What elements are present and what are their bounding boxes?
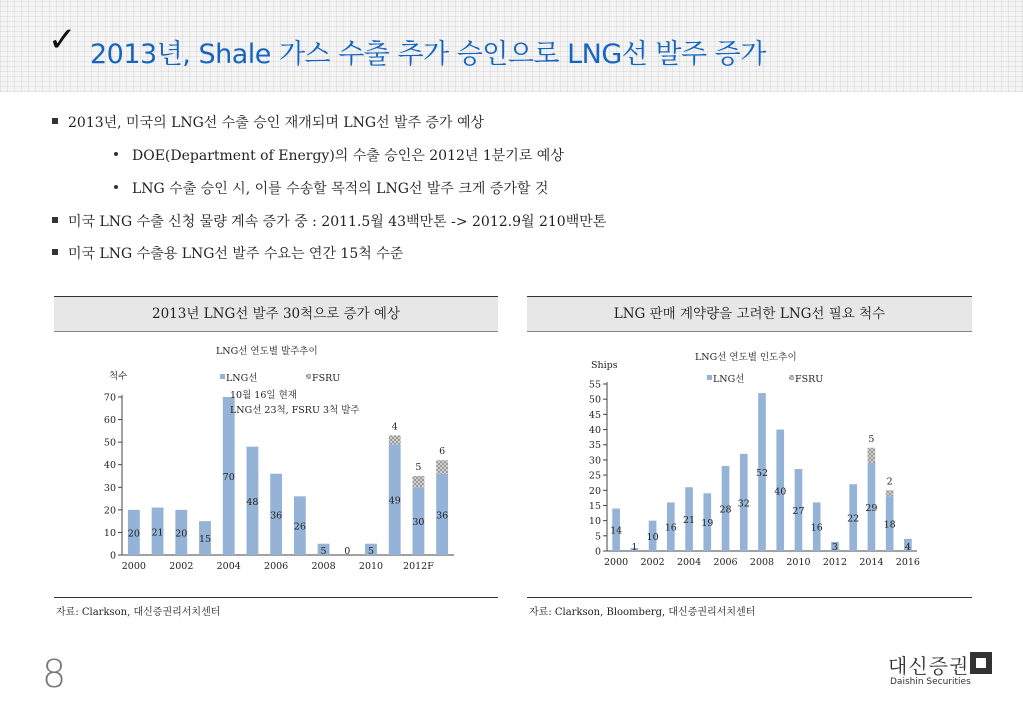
y-tick-label: 70 <box>103 392 116 404</box>
data-label-lng: 30 <box>412 517 425 529</box>
x-tick-label: 2010 <box>358 561 384 572</box>
data-label-lng: 4 <box>904 542 911 553</box>
chart-title: LNG선 연도별 인도추이 <box>695 352 797 363</box>
square-bullet-icon <box>52 118 58 124</box>
x-tick-label: 2012F <box>403 561 434 572</box>
dot-bullet-icon <box>114 185 118 189</box>
left-chart <box>54 335 498 595</box>
bullet-item <box>52 243 403 263</box>
x-tick-label: 2000 <box>604 557 629 568</box>
logo-text-en: Daishin Securities <box>890 677 971 687</box>
y-tick-label: 0 <box>594 546 601 558</box>
legend-label-lng: LNG선 <box>713 374 745 385</box>
data-label-lng: 1 <box>631 542 638 553</box>
y-tick-label: 25 <box>588 470 601 482</box>
data-label-lng: 28 <box>719 504 732 516</box>
data-label-lng: 5 <box>320 546 327 557</box>
y-tick-label: 20 <box>588 485 601 497</box>
legend-label-lng: LNG선 <box>226 373 258 384</box>
data-label-lng: 36 <box>436 510 449 522</box>
data-label-lng: 15 <box>198 534 212 546</box>
y-tick-label: 15 <box>588 500 601 512</box>
data-label-lng: 0 <box>344 546 351 557</box>
bullet-text: 2013년, 미국의 LNG선 수출 승인 재개되며 LNG선 발주 증가 예상 <box>68 115 485 131</box>
data-label-fsru: 5 <box>868 433 875 445</box>
y-tick-label: 60 <box>103 415 116 427</box>
y-tick-label: 10 <box>588 516 601 528</box>
y-tick-label: 40 <box>103 460 116 472</box>
chart-annotation: 10월 16일 현재 <box>230 390 297 401</box>
bullet-text: 미국 LNG 수출 신청 물량 계속 증가 중 : 2011.5월 43백만톤 -> 2012.9월 210백만톤 <box>68 214 607 230</box>
x-tick-label: 2016 <box>895 557 920 568</box>
page-number: 8 <box>42 652 67 696</box>
checkmark-icon: ✓ <box>48 20 77 60</box>
right-chart <box>527 335 972 595</box>
x-tick-label: 2010 <box>786 557 811 568</box>
y-tick-label: 30 <box>103 482 116 494</box>
sub-bullet-item <box>114 178 548 198</box>
bullet-text: DOE(Department of Energy)의 수출 승인은 2012년 1분기로 예상 <box>132 148 564 164</box>
data-label-lng: 48 <box>246 496 259 508</box>
x-tick-label: 2004 <box>216 561 241 572</box>
data-label-fsru: 6 <box>439 446 446 458</box>
bar-fsru <box>436 460 448 474</box>
data-label-lng: 19 <box>701 518 714 530</box>
legend-swatch-fsru <box>789 375 794 380</box>
data-label-lng: 21 <box>151 527 164 539</box>
data-label-lng: 21 <box>683 515 696 527</box>
y-tick-label: 35 <box>588 440 601 452</box>
data-label-lng: 40 <box>774 486 787 498</box>
y-tick-label: 45 <box>588 409 601 421</box>
page-title: 2013년, Shale 가스 수출 추가 승인으로 LNG선 발주 증가 <box>90 39 766 70</box>
right-source: 자료: Clarkson, Bloomberg, 대신증권리서치센터 <box>529 607 756 618</box>
chart-annotation: LNG선 23척, FSRU 3척 발주 <box>230 405 360 416</box>
y-tick-label: 55 <box>588 379 601 391</box>
data-label-lng: 16 <box>810 522 823 534</box>
x-tick-label: 2002 <box>169 561 194 572</box>
x-tick-label: 2002 <box>640 557 665 568</box>
data-label-lng: 52 <box>755 468 769 480</box>
data-label-lng: 36 <box>270 510 283 522</box>
x-tick-label: 2006 <box>264 561 289 572</box>
right-panel-header: LNG 판매 계약량을 고려한 LNG선 필요 척수 <box>527 296 972 332</box>
y-axis-label: 척수 <box>109 371 128 382</box>
y-tick-label: 50 <box>103 437 116 449</box>
data-label-lng: 14 <box>610 525 623 537</box>
x-tick-label: 2008 <box>749 557 775 568</box>
legend-swatch-lng <box>220 374 225 379</box>
right-panel-footer-line <box>527 597 972 598</box>
data-label-lng: 10 <box>646 531 659 543</box>
left-panel-footer-line <box>54 597 498 598</box>
bullet-text: LNG 수출 승인 시, 이를 수송할 목적의 LNG선 발주 크게 증가할 것 <box>132 181 549 197</box>
data-label-lng: 20 <box>175 528 188 540</box>
x-tick-label: 2000 <box>121 561 146 572</box>
data-label-lng: 16 <box>664 522 677 534</box>
legend-label-fsru: FSRU <box>795 374 824 385</box>
x-tick-label: 2004 <box>676 557 702 568</box>
data-label-lng: 3 <box>831 542 838 553</box>
data-label-lng: 70 <box>222 472 235 483</box>
y-tick-label: 10 <box>103 527 116 539</box>
y-tick-label: 5 <box>594 531 601 543</box>
y-axis-label: Ships <box>591 360 618 371</box>
data-label-fsru: 2 <box>886 476 893 488</box>
bar-fsru <box>886 490 894 496</box>
x-tick-label: 2006 <box>713 557 738 568</box>
legend-swatch-fsru <box>306 374 311 379</box>
logo-mark-icon <box>970 652 992 674</box>
bar-fsru <box>413 476 425 487</box>
data-label-fsru: 4 <box>391 421 398 433</box>
company-logo <box>888 650 998 692</box>
x-tick-label: 2012 <box>822 557 848 568</box>
data-label-lng: 27 <box>792 506 805 518</box>
sub-bullet-item <box>114 145 564 165</box>
bullet-text: 미국 LNG 수출용 LNG선 발주 수요는 연간 15척 수준 <box>68 246 404 262</box>
bullet-item <box>52 112 484 132</box>
square-bullet-icon <box>52 249 58 255</box>
bullet-item <box>52 211 606 231</box>
y-tick-label: 40 <box>588 425 601 437</box>
data-label-lng: 26 <box>293 521 306 533</box>
left-panel-header: 2013년 LNG선 발주 30척으로 증가 예상 <box>54 296 498 332</box>
x-tick-label: 2014 <box>859 557 884 568</box>
bar-fsru <box>389 435 401 444</box>
data-label-lng: 29 <box>865 502 878 514</box>
data-label-lng: 49 <box>388 495 401 507</box>
dot-bullet-icon <box>114 152 118 156</box>
x-tick-label: 2008 <box>311 561 336 572</box>
y-tick-label: 50 <box>588 394 601 406</box>
data-label-lng: 18 <box>883 519 896 531</box>
logo-text-kr: 대신증권 <box>888 654 970 678</box>
data-label-lng: 32 <box>737 498 750 510</box>
bar-fsru <box>868 448 876 463</box>
y-tick-label: 20 <box>103 505 116 517</box>
square-bullet-icon <box>52 217 58 223</box>
y-tick-label: 30 <box>588 455 601 467</box>
y-tick-label: 0 <box>109 550 116 562</box>
data-label-fsru: 5 <box>415 462 422 473</box>
data-label-lng: 20 <box>127 528 140 540</box>
left-source: 자료: Clarkson, 대신증권리서치센터 <box>56 607 221 618</box>
data-label-lng: 5 <box>367 546 375 557</box>
chart-title: LNG선 연도별 발주추이 <box>216 346 318 357</box>
legend-label-fsru: FSRU <box>312 373 341 384</box>
data-label-lng: 22 <box>847 513 860 525</box>
legend-swatch-lng <box>707 375 712 380</box>
